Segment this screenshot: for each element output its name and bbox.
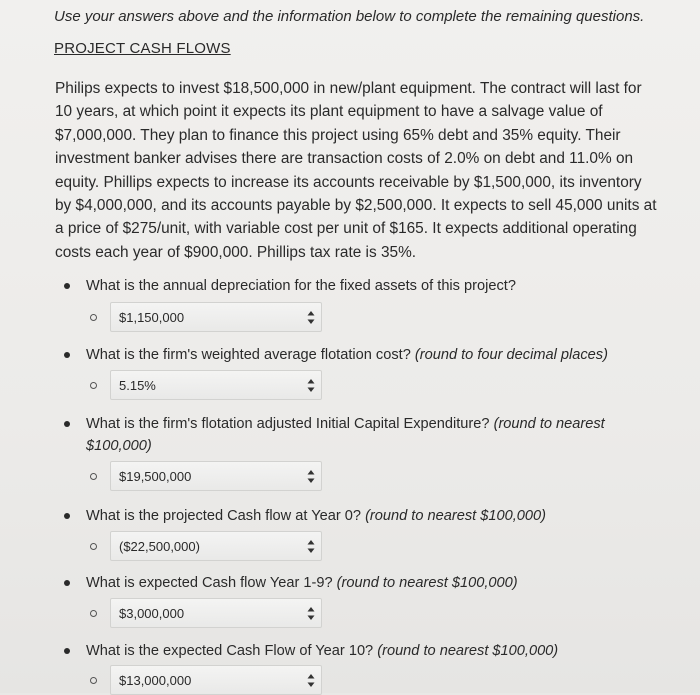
paragraph-line: a price of $275/unit, with variable cost per unit of $165. It expects additional operating xyxy=(55,220,637,238)
select-arrows-icon xyxy=(307,673,315,688)
selected-value: $3,000,000 xyxy=(119,606,185,621)
selected-value: $13,000,000 xyxy=(119,673,192,688)
question-text: What is the projected Cash flow at Year 0? (round to nearest $100,000) xyxy=(86,508,546,524)
answer-select[interactable] xyxy=(110,598,322,628)
question-text: What is expected Cash flow Year 1-9? (round to nearest $100,000) xyxy=(86,575,518,591)
selected-value: 5.15% xyxy=(119,378,156,393)
paragraph-line: Philips expects to invest $18,500,000 in new/plant equipment. The contract will last for xyxy=(55,80,642,97)
bullet-icon xyxy=(64,352,70,358)
question-1 xyxy=(64,275,516,297)
bullet-icon xyxy=(64,421,70,427)
paragraph-line: $7,000,000. They plan to finance this project using 65% debt and 35% equity. Their xyxy=(55,126,621,144)
answer-select[interactable] xyxy=(110,302,322,332)
question-text: What is the firm's flotation adjusted Initial Capital Expenditure? (round to nearest $100,000) xyxy=(86,416,605,454)
question-5 xyxy=(64,572,518,594)
radio-icon[interactable] xyxy=(90,314,97,321)
radio-icon[interactable] xyxy=(90,543,97,550)
bullet-icon xyxy=(64,580,70,586)
select-arrows-icon xyxy=(307,310,315,325)
bullet-icon xyxy=(64,283,70,289)
select-arrows-icon xyxy=(307,378,315,393)
problem-paragraph xyxy=(55,77,667,264)
section-title: PROJECT CASH FLOWS xyxy=(54,40,231,57)
question-2 xyxy=(64,344,608,366)
radio-icon[interactable] xyxy=(90,473,97,480)
paragraph-line: by $4,000,000, and its accounts payable by $2,500,000. It expects to sell 45,000 units at xyxy=(55,197,657,215)
answer-select[interactable] xyxy=(110,665,322,695)
radio-icon[interactable] xyxy=(90,610,97,617)
question-text: What is the firm's weighted average flotation cost? (round to four decimal places) xyxy=(86,347,608,363)
radio-icon[interactable] xyxy=(90,382,97,389)
answer-select[interactable] xyxy=(110,461,322,491)
question-text: What is the expected Cash Flow of Year 10? (round to nearest $100,000) xyxy=(86,643,559,659)
paragraph-line: investment banker advises there are transaction costs of 2.0% on debt and 11.0% on xyxy=(55,150,634,168)
question-4 xyxy=(64,505,546,527)
question-6 xyxy=(64,640,558,662)
paragraph-line: 10 years, at which point it expects its plant equipment to have a salvage value of xyxy=(55,103,603,121)
selected-value: $19,500,000 xyxy=(119,469,192,484)
bullet-icon xyxy=(64,648,70,654)
question-text: What is the annual depreciation for the fixed assets of this project? xyxy=(86,278,516,294)
answer-select[interactable] xyxy=(110,531,322,561)
question-3 xyxy=(64,413,605,457)
paragraph-line: costs each year of $900,000. Phillips tax rate is 35%. xyxy=(55,243,417,261)
answer-select[interactable] xyxy=(110,370,322,400)
radio-icon[interactable] xyxy=(90,677,97,684)
selected-value: ($22,500,000) xyxy=(119,539,200,554)
selected-value: $1,150,000 xyxy=(119,310,185,325)
paragraph-line: equity. Phillips expects to increase its accounts receivable by $1,500,000, its inventory xyxy=(55,173,642,191)
bullet-icon xyxy=(64,513,70,519)
instructions-text: Use your answers above and the information below to complete the remaining questions. xyxy=(54,8,645,25)
select-arrows-icon xyxy=(307,469,315,484)
select-arrows-icon xyxy=(307,606,315,621)
select-arrows-icon xyxy=(307,539,315,554)
